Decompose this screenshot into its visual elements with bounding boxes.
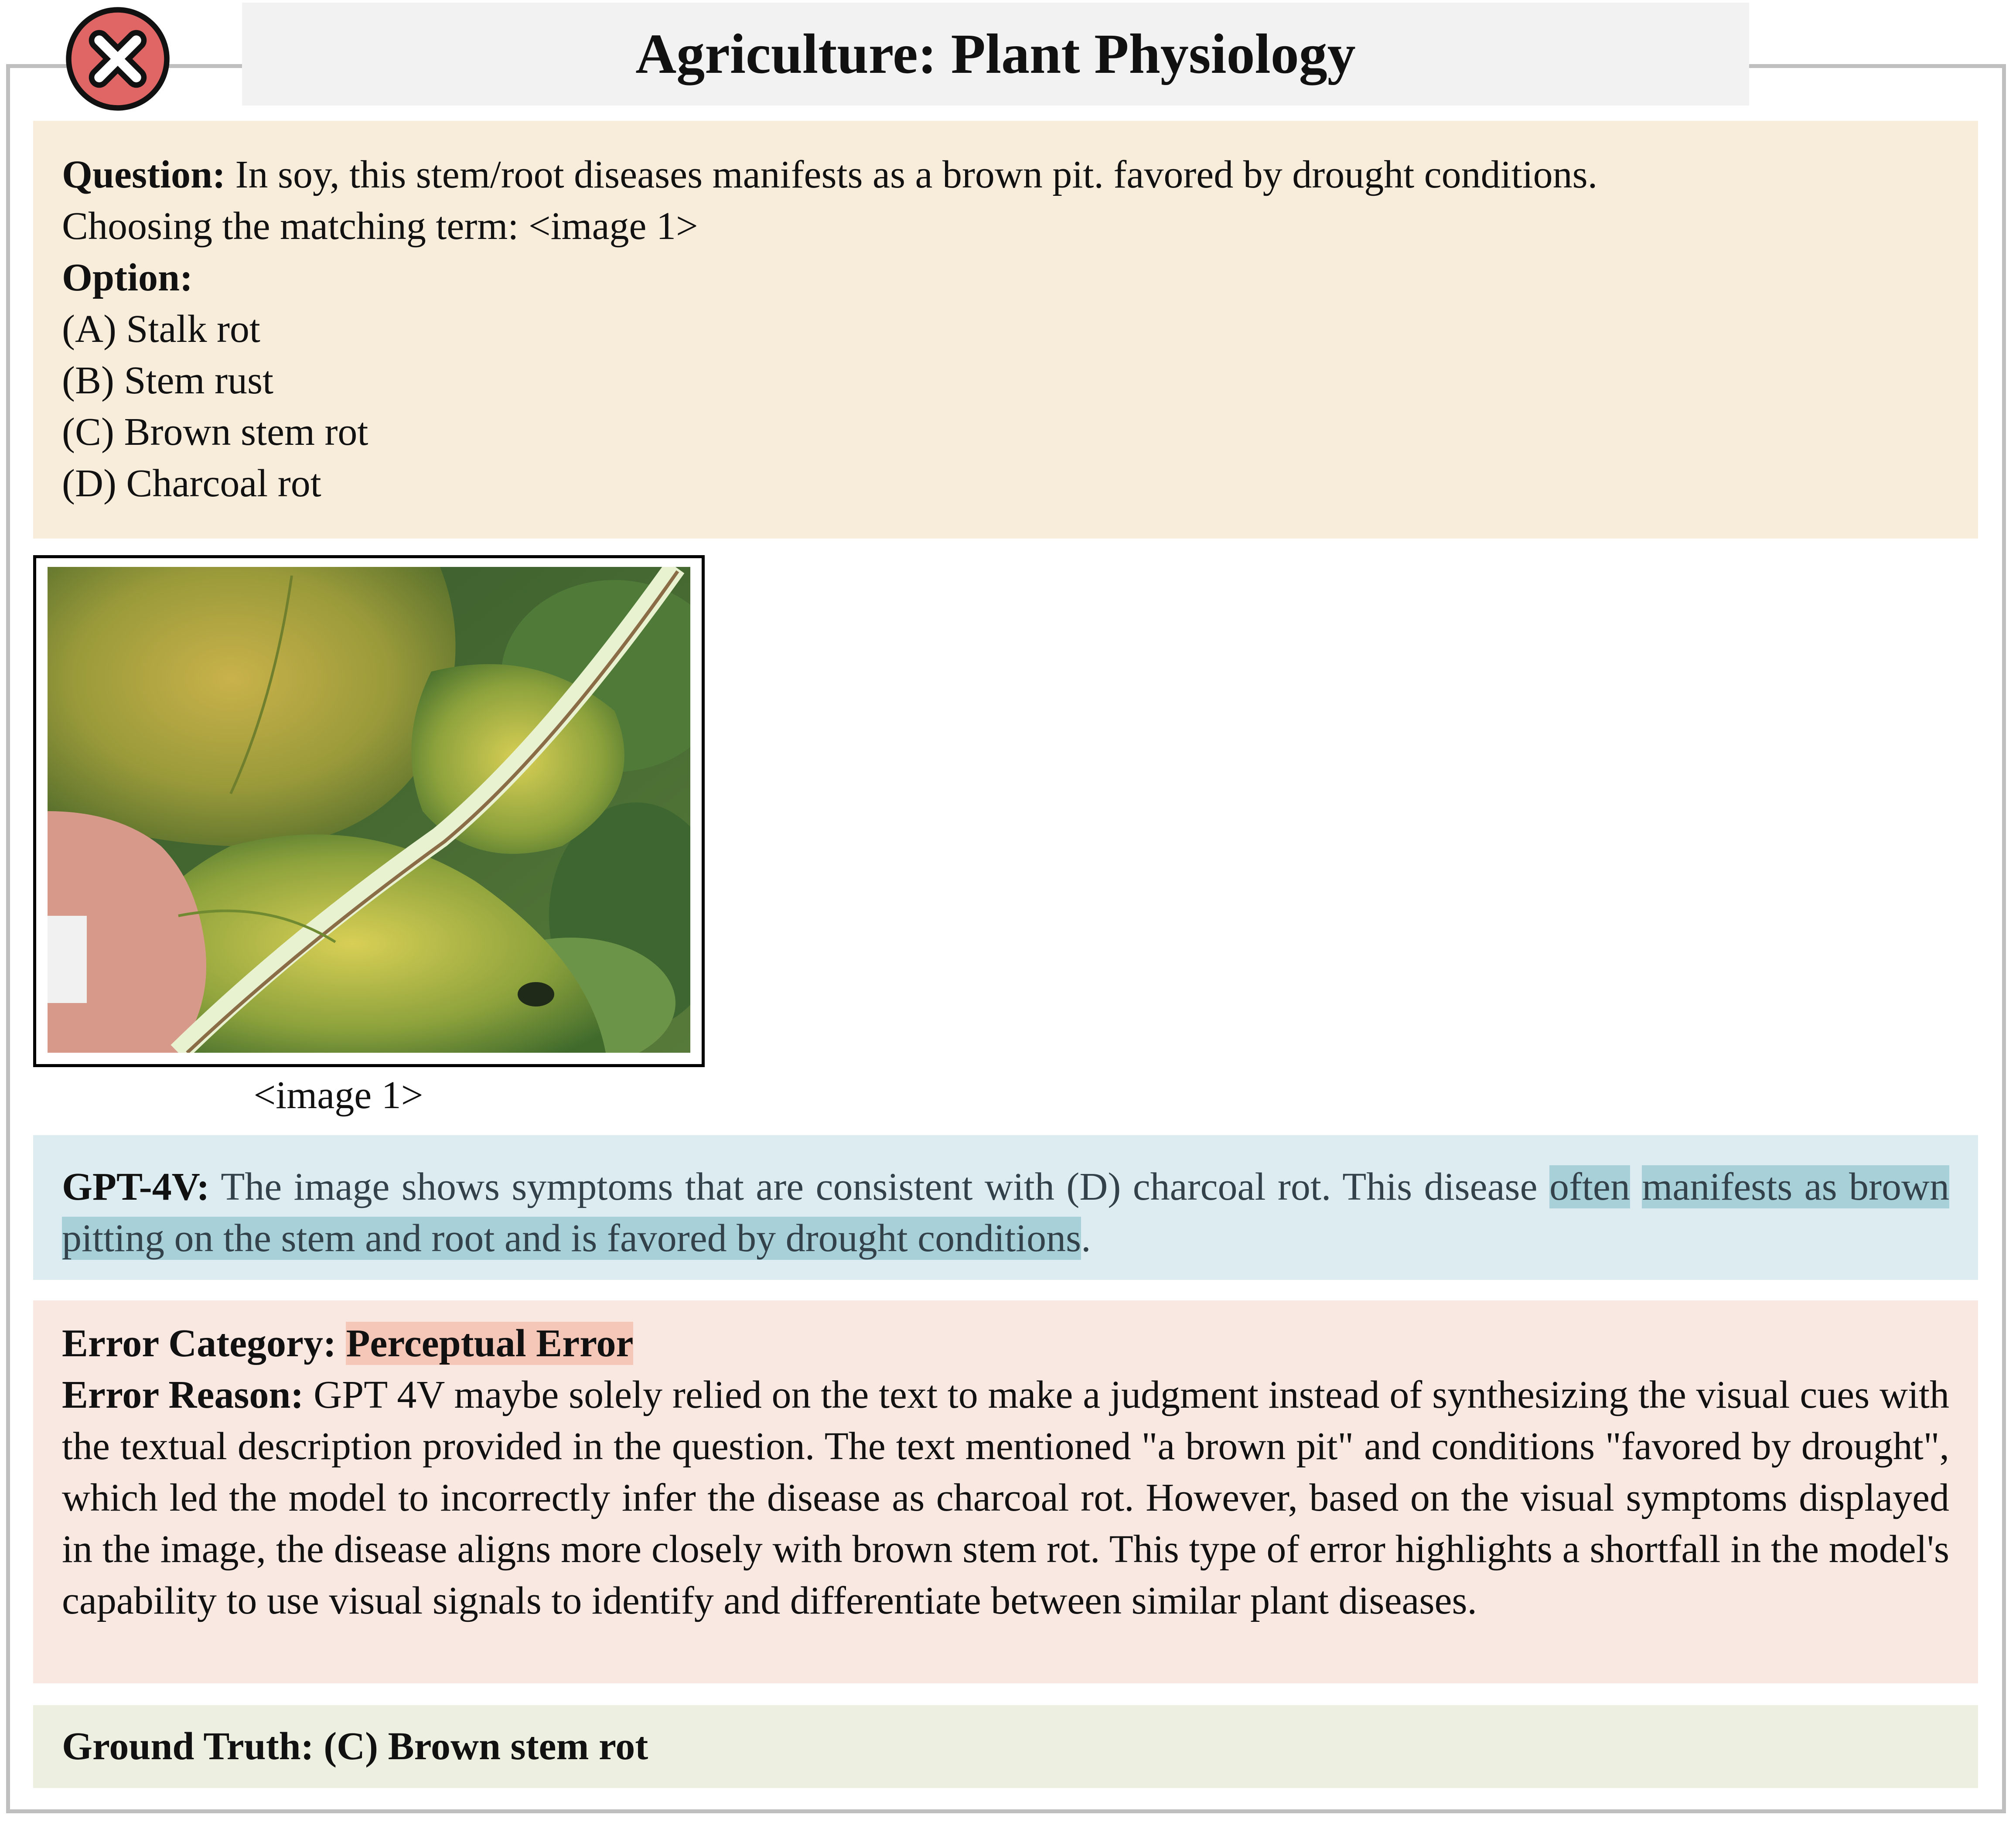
gpt-text-before: The image shows symptoms that are consistent with (D) charcoal rot. This disease xyxy=(221,1165,1538,1208)
question-text xyxy=(62,149,1949,252)
error-category-value: Perceptual Error xyxy=(346,1322,634,1365)
gpt-response-box xyxy=(33,1135,1978,1280)
error-reason xyxy=(62,1369,1949,1627)
error-category-label: Error Category: xyxy=(62,1322,336,1365)
x-circle-icon xyxy=(63,4,172,113)
question-box xyxy=(33,121,1978,539)
title-bar xyxy=(242,3,1749,106)
question-label: Question: xyxy=(62,153,226,196)
options-label: Option: xyxy=(62,256,193,299)
error-reason-text: GPT 4V maybe solely relied on the text to make a judgment instead of synthesizing the visual cues with the textual description provided in the question. The text mentioned "a brown pit" and conditions "favored by drought", which led the model to incorrectly infer the disease as charcoal rot. However, based on the visual symptoms displayed in the image, the disease aligns more closely with brown stem rot. This type of error highlights a shortfall in the model's capability to use visual signals to identify and differentiate between similar plant diseases. xyxy=(62,1373,1950,1622)
ground-truth-text: Ground Truth: (C) Brown stem rot xyxy=(62,1725,648,1768)
option-d: (D) Charcoal rot xyxy=(62,462,321,505)
soybean-leaf-photo xyxy=(48,567,690,1053)
option-b: (B) Stem rust xyxy=(62,359,273,402)
image-caption: <image 1> xyxy=(253,1074,423,1117)
error-category-line xyxy=(62,1318,1949,1369)
image-frame xyxy=(33,555,705,1067)
gpt-text-highlight-1: often xyxy=(1549,1165,1630,1208)
option-a: (A) Stalk rot xyxy=(62,307,260,351)
gpt-text-highlight-2: manifests as brown pitting on the stem and root and is favored by drought conditions xyxy=(62,1165,1950,1260)
question-line-1: In soy, this stem/root diseases manifests as a brown pit. favored by drought conditions. xyxy=(235,153,1598,196)
gpt-text-after: . xyxy=(1081,1217,1091,1260)
gpt-label: GPT-4V: xyxy=(62,1165,210,1208)
option-c: (C) Brown stem rot xyxy=(62,410,368,454)
question-line-2: Choosing the matching term: <image 1> xyxy=(62,205,698,248)
page-title: Agriculture: Plant Physiology xyxy=(635,23,1356,85)
error-reason-label: Error Reason: xyxy=(62,1373,304,1416)
ground-truth-box xyxy=(33,1705,1978,1788)
gpt-response-text xyxy=(62,1161,1949,1264)
error-analysis-box xyxy=(33,1300,1978,1683)
